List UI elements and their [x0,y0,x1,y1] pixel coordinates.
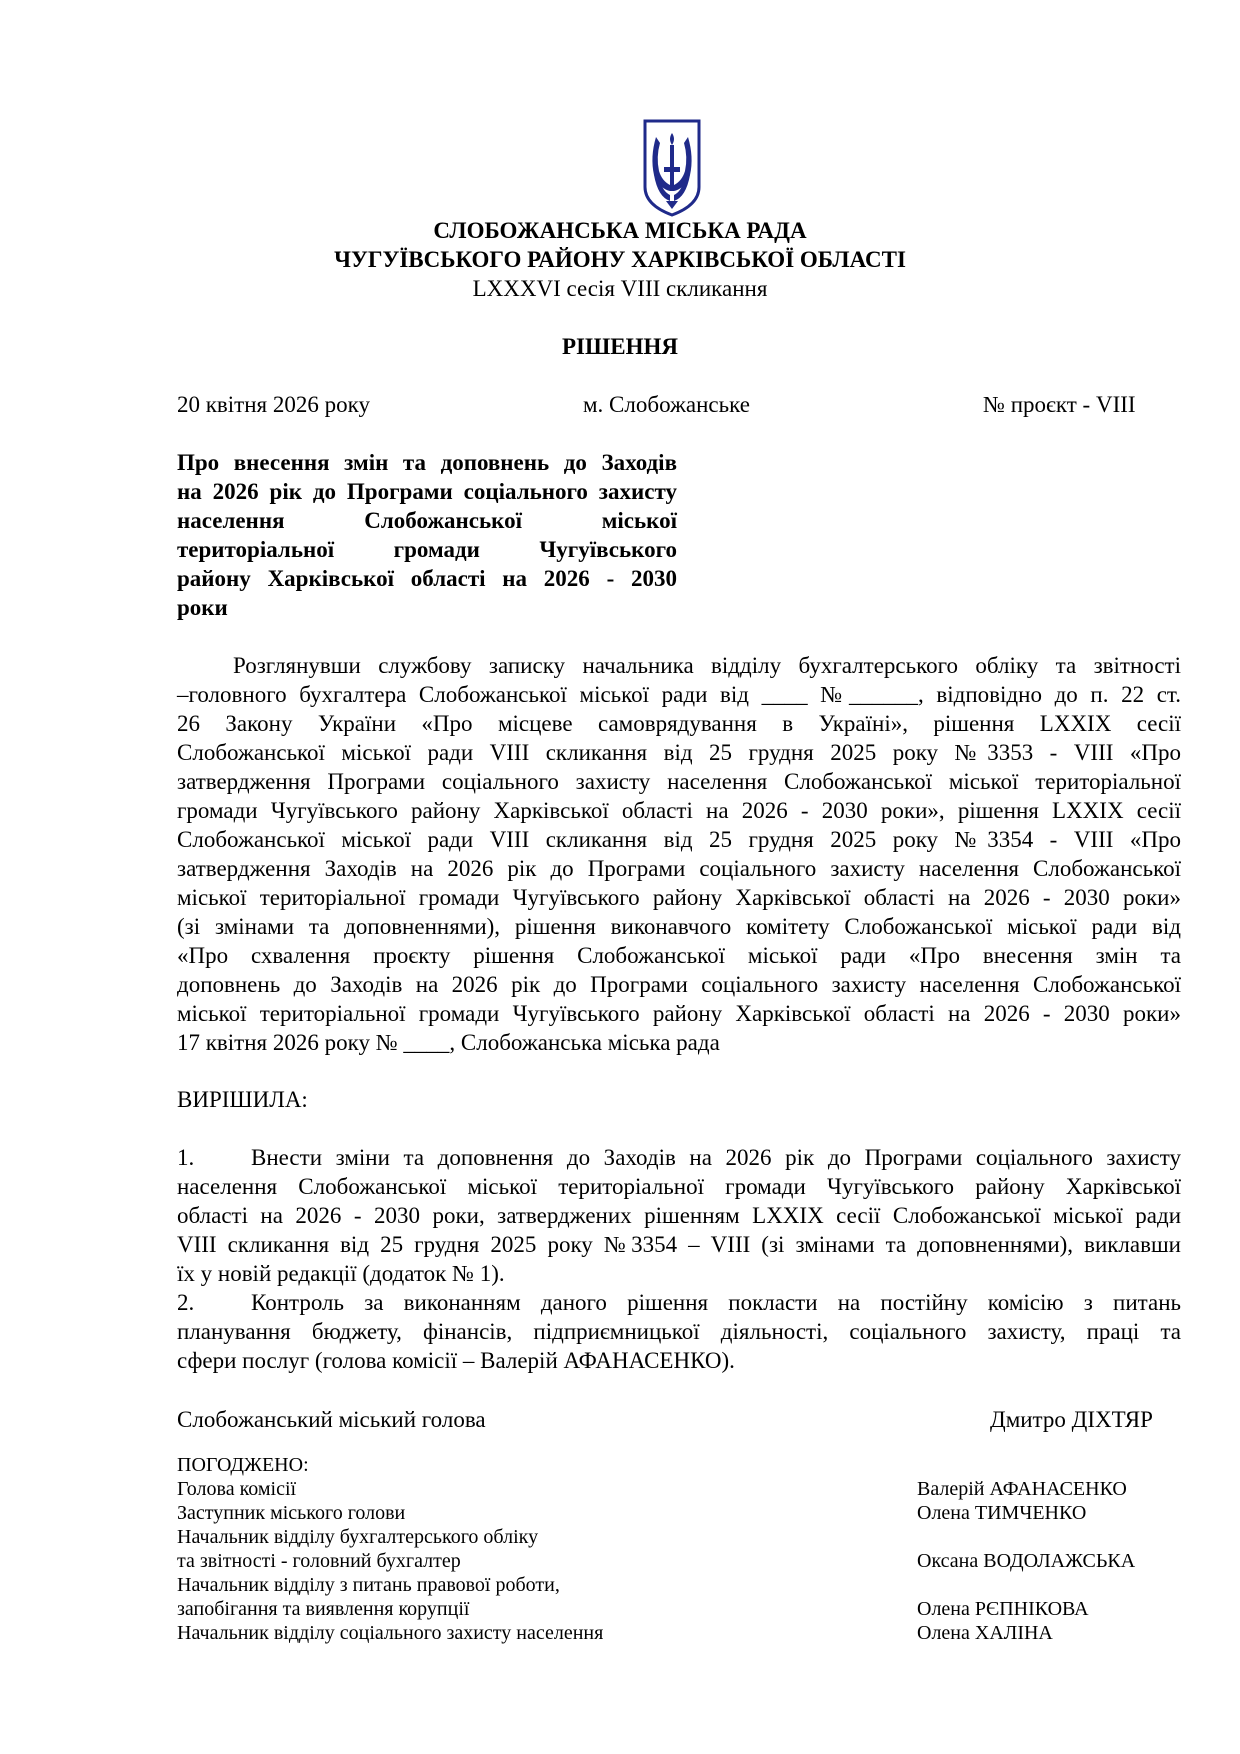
approvals-block [177,1453,1177,1645]
preamble-line: Слобожанської міської ради VIII скликання від 25 грудня 2025 року №3353 - VIII «Про [177,740,1181,765]
preamble-line: –головного бухгалтера Слобожанської міської ради від ____ №______, відповідно до п. 22 ст. [177,682,1181,707]
decision-title [177,448,677,622]
approval-row [177,1477,1177,1501]
item-line: планування бюджету, фінансів, підприємницької діяльності, соціального захисту, праці та [177,1319,1181,1344]
item-line [177,1288,1181,1317]
decision-number: № проєкт - VIII [983,392,1136,417]
approval-row [177,1549,1177,1573]
item-line: області на 2026 - 2030 роки, затверджених рішенням LXXIX сесії Слобожанської міської ради [177,1203,1181,1228]
item-line: їх у новій редакції (додаток № 1). [177,1261,505,1286]
approval-role: Начальник відділу з питань правової роботи, [177,1574,560,1596]
approval-name: Олена РЄПНІКОВА [917,1598,1089,1620]
approval-name: Олена ТИМЧЕНКО [917,1502,1087,1524]
preamble-line: (зі змінами та доповненнями), рішення виконавчого комітету Слобожанської міської ради від [177,914,1181,939]
decision-place: м. Слобожанське [583,392,750,417]
approval-role: Начальник відділу бухгалтерського обліку [177,1526,539,1548]
resolution-item-1 [177,1143,1181,1288]
approval-role: Заступник міського голови [177,1502,406,1524]
preamble [177,651,1181,1057]
document-type: РІШЕННЯ [562,334,678,359]
approval-role: Начальник відділу соціального захисту населення [177,1622,604,1644]
approval-name: Валерій АФАНАСЕНКО [917,1478,1127,1500]
decision-date: 20 квітня 2026 року [177,392,370,417]
item-line: сфери послуг (голова комісії – Валерій АФАНАСЕНКО). [177,1348,735,1373]
item-number: 2. [177,1290,195,1315]
approval-role: та звітності - головний бухгалтер [177,1550,461,1572]
title-line: населення Слобожанської міської [177,508,677,533]
preamble-line: 26 Закону України «Про місцеве самоврядування в Україні», рішення LXXIX сесії [177,711,1181,736]
item-line: населення Слобожанської міської територіальної громади Чугуївського району Харківської [177,1174,1181,1199]
preamble-line: Слобожанської міської ради VIII скликання від 25 грудня 2025 року №3354 - VIII «Про [177,827,1181,852]
item-line [177,1143,1181,1172]
approval-row [177,1597,1177,1621]
preamble-line: затвердження Програми соціального захисту населення Слобожанської міської територіальної [177,769,1181,794]
item-text: Контроль за виконанням даного рішення покласти на постійну комісію з питань [251,1290,1181,1315]
approval-role: Голова комісії [177,1478,297,1500]
approval-row [177,1573,1177,1597]
district-name: ЧУГУЇВСЬКОГО РАЙОНУ ХАРКІВСЬКОЇ ОБЛАСТІ [334,247,906,272]
approvals-heading: ПОГОДЖЕНО: [177,1454,309,1476]
coat-of-arms-icon [640,117,704,218]
title-line: роки [177,595,228,620]
preamble-line: «Про схвалення проєкту рішення Слобожанської міської ради «Про внесення змін та [177,943,1181,968]
title-line: району Харківської області на 2026 - 2030 [177,566,677,591]
approval-name: Оксана ВОДОЛАЖСЬКА [917,1550,1136,1572]
approval-name: Олена ХАЛІНА [917,1622,1053,1644]
resolution-item-2 [177,1288,1181,1375]
preamble-line: доповнень до Заходів на 2026 рік до Програми соціального захисту населення Слобожанської [177,972,1181,997]
title-line: територіальної громади Чугуївського [177,537,677,562]
title-line: Про внесення змін та доповнень до Заходів [177,450,677,475]
mayor-name: Дмитро ДІХТЯР [990,1407,1153,1432]
preamble-line: Розглянувши службову записку начальника відділу бухгалтерського обліку та звітності [233,653,1181,678]
mayor-position: Слобожанський міський голова [177,1407,486,1432]
item-line: VIII скликання від 25 грудня 2025 року №3354 – VIII (зі змінами та доповненнями), виклавши [177,1232,1181,1257]
session-label: LXXXVI сесія VIII скликання [472,276,768,301]
item-text: Внести зміни та доповнення до Заходів на 2026 рік до Програми соціального захисту [251,1145,1181,1170]
preamble-line: міської територіальної громади Чугуївського району Харківської області на 2026 - 2030 роки» [177,1001,1181,1026]
approval-row [177,1525,1177,1549]
approval-role: запобігання та виявлення корупції [177,1598,470,1620]
approval-row [177,1621,1177,1645]
preamble-line: затвердження Заходів на 2026 рік до Програми соціального захисту населення Слобожанської [177,856,1181,881]
preamble-line: міської територіальної громади Чугуївського району Харківської області на 2026 - 2030 роки» [177,885,1181,910]
council-name: СЛОБОЖАНСЬКА МІСЬКА РАДА [433,218,807,243]
preamble-line: 17 квітня 2026 року № ____, Слобожанська міська рада [177,1030,720,1055]
preamble-line: громади Чугуївського району Харківської області на 2026 - 2030 роки», рішення LXXIX сесії [177,798,1181,823]
title-line: на 2026 рік до Програми соціального захисту [177,479,677,504]
resolved-label: ВИРІШИЛА: [177,1087,308,1112]
item-number: 1. [177,1145,195,1170]
approval-row [177,1501,1177,1525]
